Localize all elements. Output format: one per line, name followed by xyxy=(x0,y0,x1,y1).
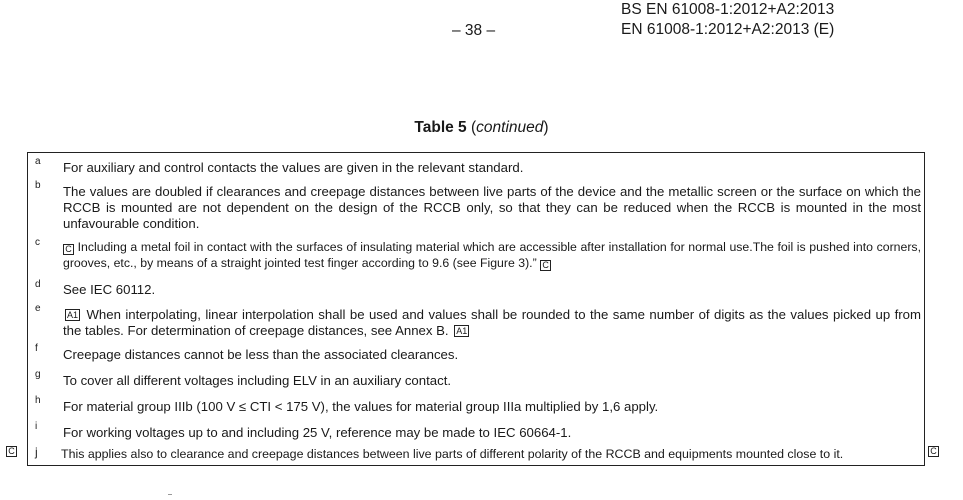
footnote-letter-a: a xyxy=(35,156,41,167)
footnote-letter-h: h xyxy=(35,395,41,406)
footnote-e xyxy=(63,307,921,339)
footnote-j-text: This applies also to clearance and creepage distances between live parts of different polarity of the RCCB and equipments mounted close to it. xyxy=(61,447,844,461)
table-title: Table 5 (continued) xyxy=(414,119,549,136)
amendment-a1-end-marker: A1 xyxy=(456,326,468,336)
page-mark xyxy=(168,494,172,495)
amendment-a1-start-marker: A1 xyxy=(67,310,79,320)
table-title-continued: continued xyxy=(476,119,544,136)
footnote-letter-d: d xyxy=(35,279,41,290)
amendment-c-end-marker: C xyxy=(540,260,551,271)
footnote-d-text: See IEC 60112. xyxy=(63,282,156,297)
footnote-letter-e: e xyxy=(35,303,41,314)
footnote-c xyxy=(63,239,921,271)
amendment-c-left-margin-marker: C xyxy=(6,446,17,457)
footnote-letter-c: c xyxy=(35,237,40,248)
footnote-letter-b: b xyxy=(35,180,41,191)
footnote-letter-g: g xyxy=(35,369,41,380)
footnote-i-text: For working voltages up to and including 25 V, reference may be made to IEC 60664-1. xyxy=(63,425,572,440)
standard-reference-en: EN 61008-1:2012+A2:2013 (E) xyxy=(621,21,835,38)
footnote-letter-i: i xyxy=(35,421,38,432)
footnote-letter-f: f xyxy=(35,343,38,354)
footnote-f-text: Creepage distances cannot be less than the associated clearances. xyxy=(63,347,459,362)
standard-reference-bs: BS EN 61008-1:2012+A2:2013 xyxy=(621,1,835,18)
amendment-c-right-margin-marker: C xyxy=(928,446,939,457)
footnote-b-text: The values are doubled if clearances and creepage distances between live parts of the device and the metallic screen or the surface on which the RCCB is mounted are not dependent on the design of the RCCB only, so that they can be reduced when the RCCB is mounted in the most unfavourable condition. xyxy=(63,184,921,231)
footnote-e-text: When interpolating, linear interpolation shall be used and values shall be rounded to the same number of digits as the values picked up from the tables. For determination of creepage distances, see Annex B. xyxy=(63,307,922,338)
footnote-letter-j: j xyxy=(35,445,38,459)
footnote-h-text: For material group IIIb (100 V ≤ CTI < 175 V), the values for material group IIIa multiplied by 1,6 apply. xyxy=(63,399,659,414)
footnote-a-text: For auxiliary and control contacts the values are given in the relevant standard. xyxy=(63,160,524,175)
amendment-c-start-marker: C xyxy=(63,244,74,255)
table-title-label: Table 5 xyxy=(414,119,467,136)
footnote-g-text: To cover all different voltages including ELV in an auxiliary contact. xyxy=(63,373,452,388)
footnote-c-text: Including a metal foil in contact with the surfaces of insulating material which are accessible after installation for normal use.The foil is pushed into corners, grooves, etc., by means of a straight jointed test finger according to 9.6 (see Figure 3).” xyxy=(63,240,921,270)
page-number: – 38 – xyxy=(452,22,496,39)
